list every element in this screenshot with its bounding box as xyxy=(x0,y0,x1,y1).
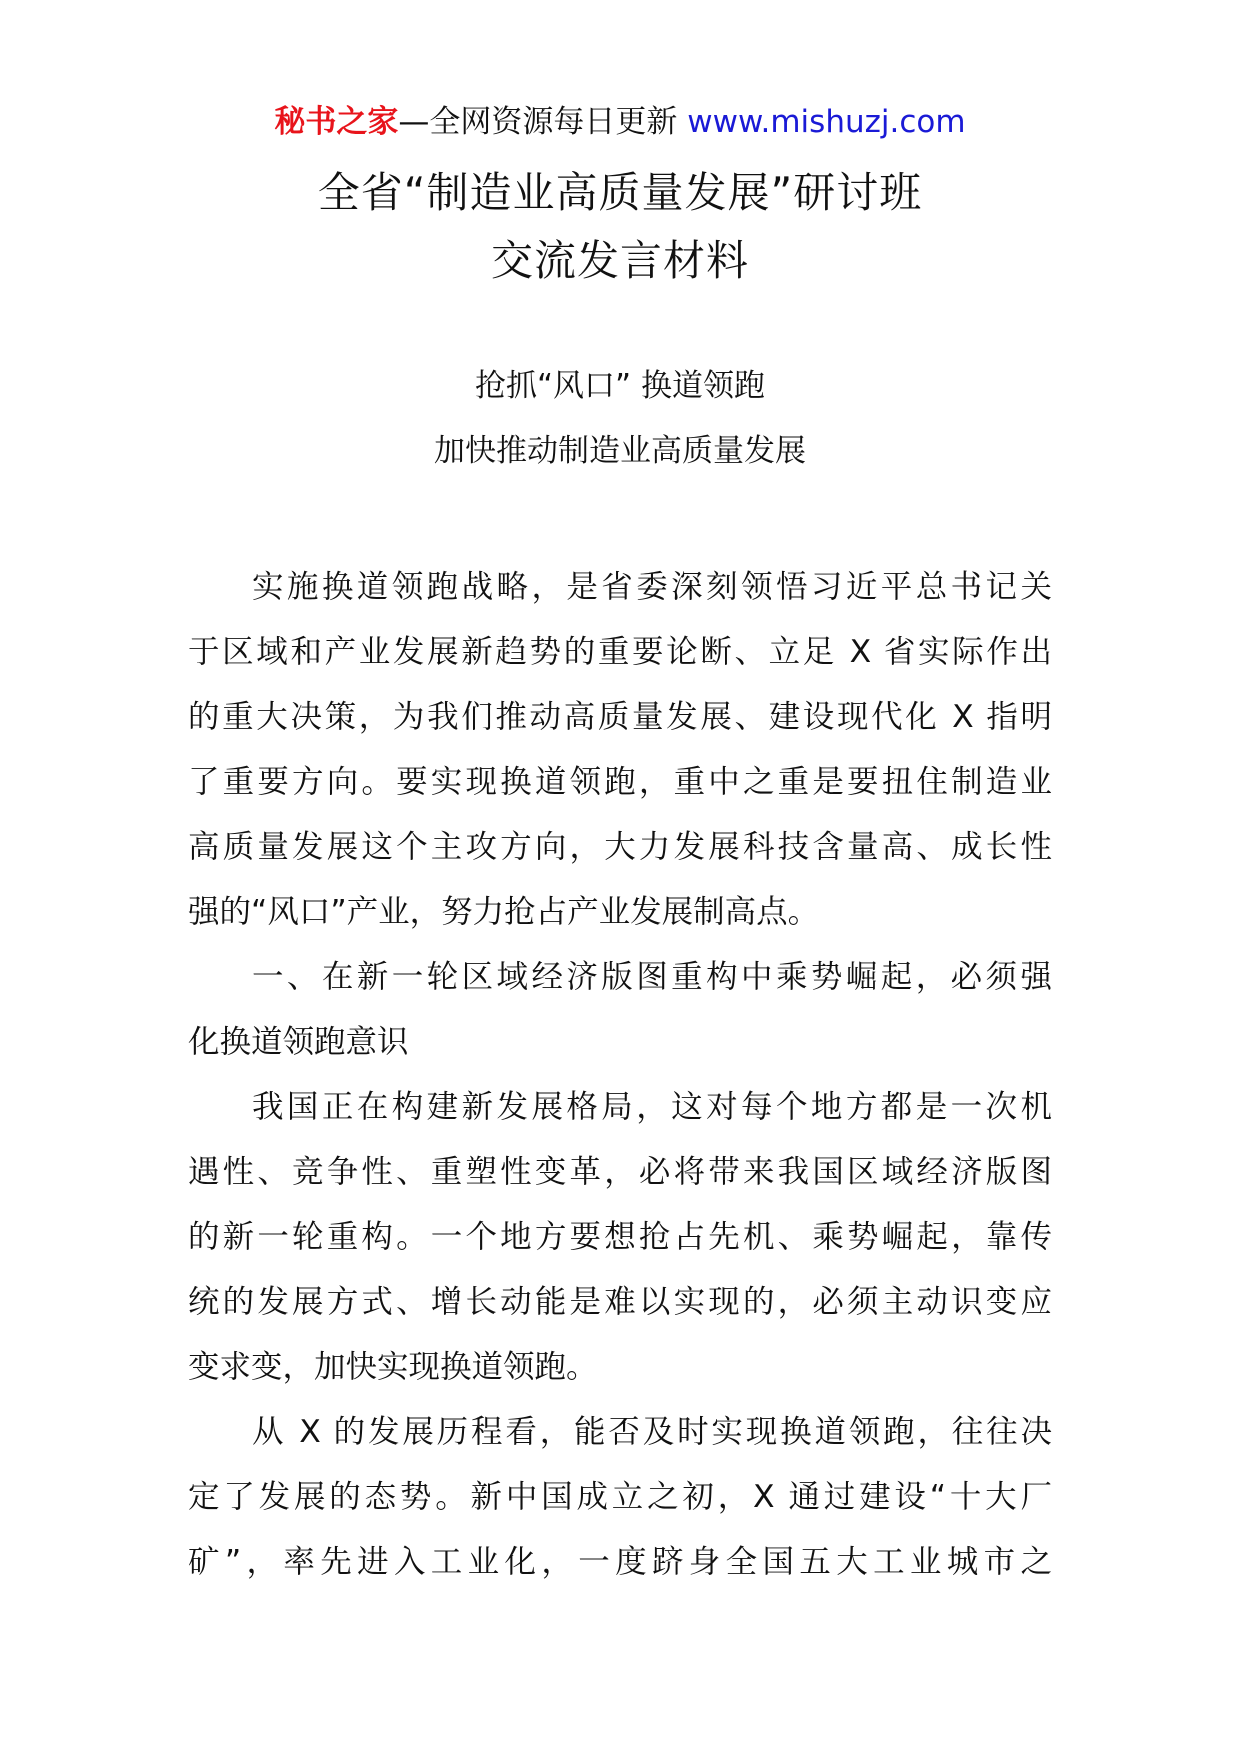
body-line: 高质量发展这个主攻方向，大力发展科技含量高、成长性 xyxy=(188,829,1052,865)
brand-slogan: —全网资源每日更新 xyxy=(398,104,688,140)
body-line: 统的发展方式、增长动能是难以实现的，必须主动识变应 xyxy=(188,1284,1052,1320)
body-line: 的重大决策，为我们推动高质量发展、建设现代化 X 指明 xyxy=(188,699,1052,735)
document-title-line-2: 交流发言材料 xyxy=(490,236,749,285)
brand-name: 秘书之家 xyxy=(274,104,399,140)
section-heading-line: 化换道领跑意识 xyxy=(188,1024,409,1060)
body-line: 矿”，率先进入工业化，一度跻身全国五大工业城市之 xyxy=(188,1544,1052,1580)
body-line: 于区域和产业发展新趋势的重要论断、立足 X 省实际作出 xyxy=(188,634,1052,670)
document-subtitle-line-1: 抢抓“风口” 换道领跑 xyxy=(475,368,765,404)
document-title-line-1: 全省“制造业高质量发展”研讨班 xyxy=(317,168,923,217)
body-line: 了重要方向。要实现换道领跑，重中之重是要扭住制造业 xyxy=(188,764,1052,800)
body-line: 我国正在构建新发展格局，这对每个地方都是一次机 xyxy=(252,1089,1052,1125)
body-line: 从 X 的发展历程看，能否及时实现换道领跑，往往决 xyxy=(252,1414,1052,1450)
section-heading-line: 一、在新一轮区域经济版图重构中乘势崛起，必须强 xyxy=(252,959,1052,995)
document-subtitle-line-2: 加快推动制造业高质量发展 xyxy=(434,433,806,469)
site-header xyxy=(0,100,1240,144)
body-line: 强的“风口”产业，努力抢占产业发展制高点。 xyxy=(188,894,820,930)
document-body xyxy=(188,555,1052,1595)
body-line: 定了发展的态势。新中国成立之初，X 通过建设“十大厂 xyxy=(188,1479,1052,1515)
body-line: 的新一轮重构。一个地方要想抢占先机、乘势崛起，靠传 xyxy=(188,1219,1052,1255)
body-line: 变求变，加快实现换道领跑。 xyxy=(188,1349,598,1385)
site-url-link[interactable]: www.mishuzj.com xyxy=(687,104,966,140)
body-line: 实施换道领跑战略，是省委深刻领悟习近平总书记关 xyxy=(252,569,1052,605)
body-line: 遇性、竞争性、重塑性变革，必将带来我国区域经济版图 xyxy=(188,1154,1052,1190)
